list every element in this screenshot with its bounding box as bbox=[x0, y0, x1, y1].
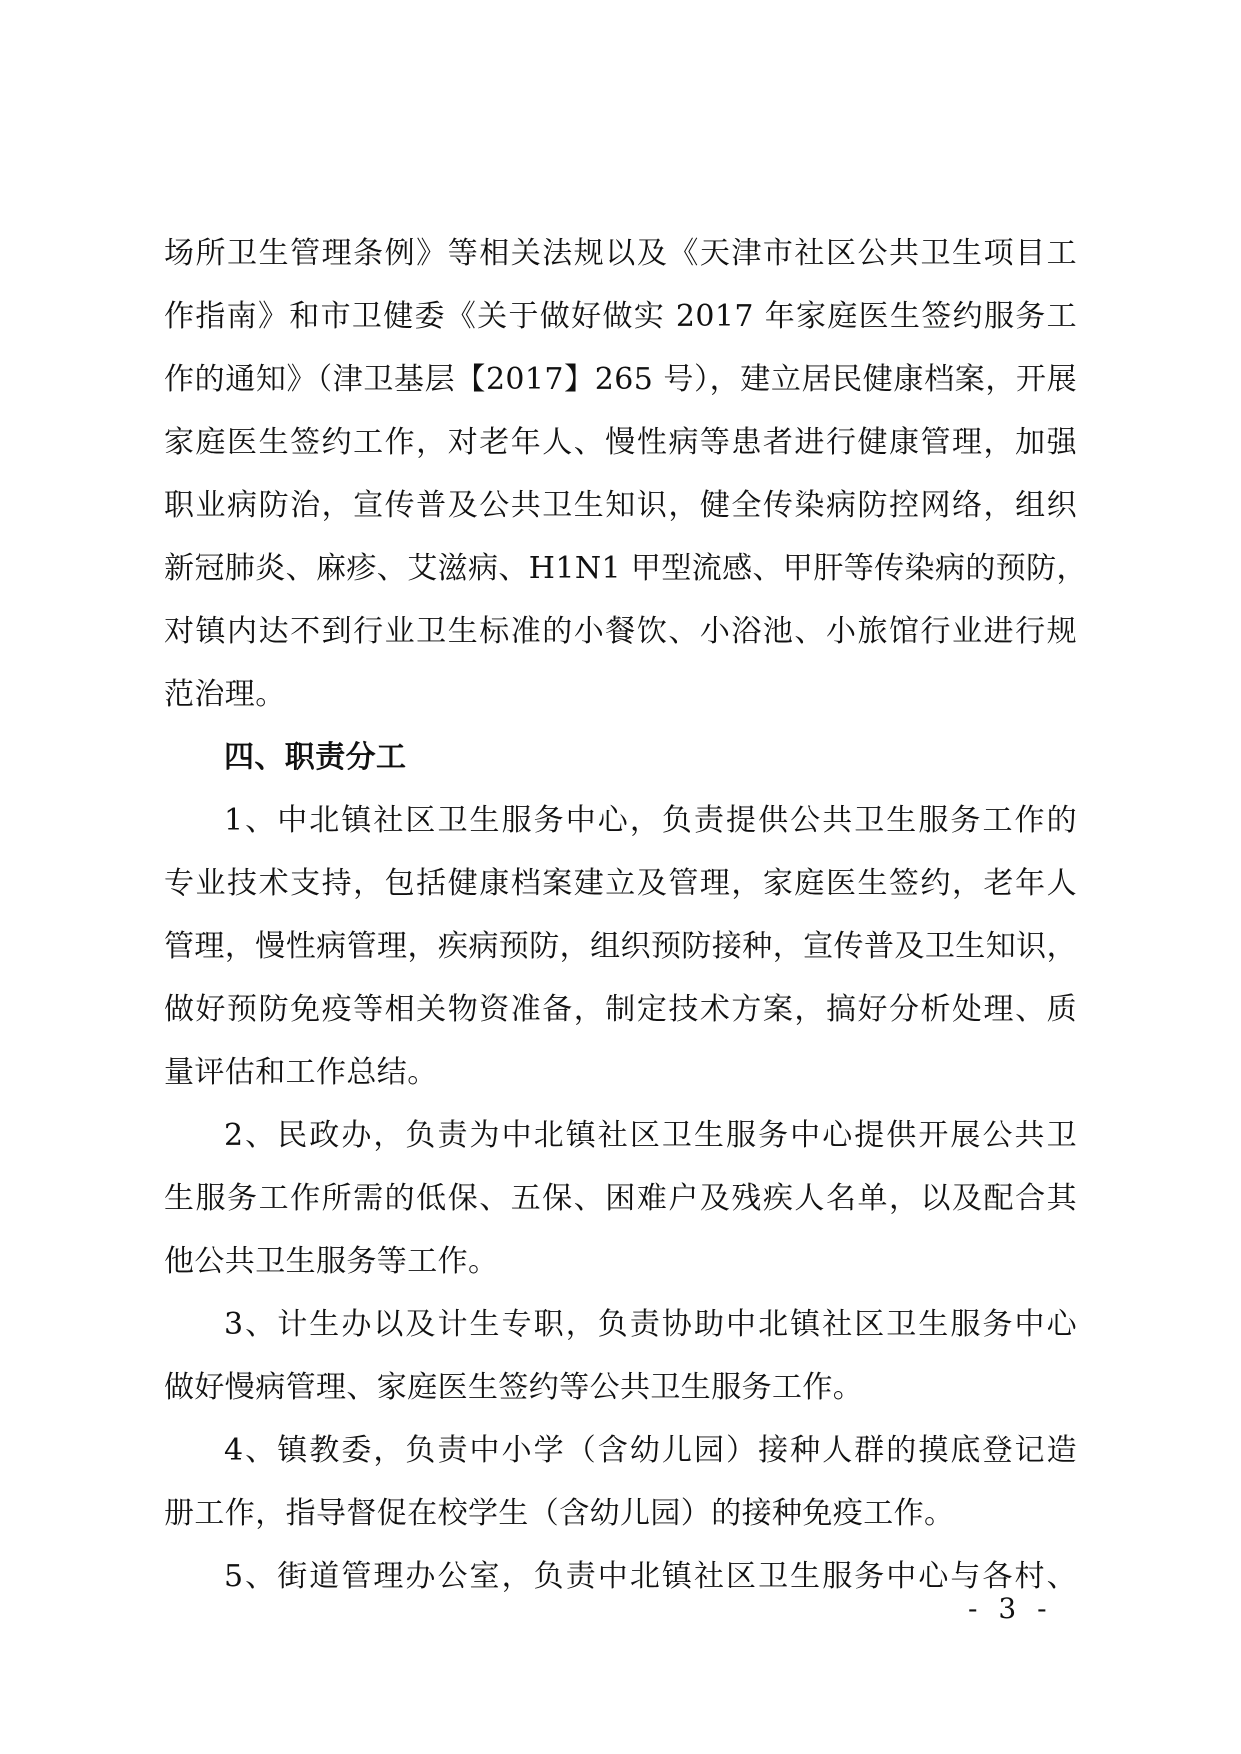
text-line: 范治理。 bbox=[164, 677, 286, 712]
text-line: 2、民政办，负责为中北镇社区卫生服务中心提供开展公共卫 bbox=[224, 1118, 1077, 1153]
text-line: 管理，慢性病管理，疾病预防，组织预防接种，宣传普及卫生知识， bbox=[164, 929, 1077, 964]
text-line: 对镇内达不到行业卫生标准的小餐饮、小浴池、小旅馆行业进行规 bbox=[164, 614, 1077, 649]
text-line: 专业技术支持，包括健康档案建立及管理，家庭医生签约，老年人 bbox=[164, 866, 1077, 901]
text-line: 作指南》和市卫健委《关于做好做实 2017 年家庭医生签约服务工 bbox=[164, 299, 1077, 334]
text-line: 做好预防免疫等相关物资准备，制定技术方案，搞好分析处理、质 bbox=[164, 992, 1077, 1027]
page-number: - 3 - bbox=[968, 1592, 1053, 1625]
text-line: 家庭医生签约工作，对老年人、慢性病等患者进行健康管理，加强 bbox=[164, 425, 1077, 460]
text-line: 量评估和工作总结。 bbox=[164, 1055, 438, 1090]
text-line: 1、中北镇社区卫生服务中心，负责提供公共卫生服务工作的 bbox=[224, 803, 1077, 838]
text-line: 职业病防治，宣传普及公共卫生知识，健全传染病防控网络，组织 bbox=[164, 488, 1077, 523]
text-line: 5、街道管理办公室，负责中北镇社区卫生服务中心与各村、 bbox=[224, 1559, 1077, 1594]
document-body bbox=[164, 222, 1087, 1608]
text-line: 4、镇教委，负责中小学（含幼儿园）接种人群的摸底登记造 bbox=[224, 1433, 1077, 1468]
text-line: 他公共卫生服务等工作。 bbox=[164, 1244, 499, 1279]
text-line: 作的通知》（津卫基层【2017】265 号），建立居民健康档案，开展 bbox=[164, 362, 1077, 397]
text-line: 新冠肺炎、麻疹、艾滋病、H1N1 甲型流感、甲肝等传染病的预防， bbox=[164, 551, 1087, 586]
text-line: 3、计生办以及计生专职，负责协助中北镇社区卫生服务中心 bbox=[224, 1307, 1077, 1342]
text-line: 生服务工作所需的低保、五保、困难户及残疾人名单，以及配合其 bbox=[164, 1181, 1077, 1216]
text-line: 册工作，指导督促在校学生（含幼儿园）的接种免疫工作。 bbox=[164, 1496, 955, 1531]
section-heading: 四、职责分工 bbox=[224, 740, 407, 775]
text-line: 做好慢病管理、家庭医生签约等公共卫生服务工作。 bbox=[164, 1370, 864, 1405]
text-line: 场所卫生管理条例》等相关法规以及《天津市社区公共卫生项目工 bbox=[164, 236, 1077, 271]
